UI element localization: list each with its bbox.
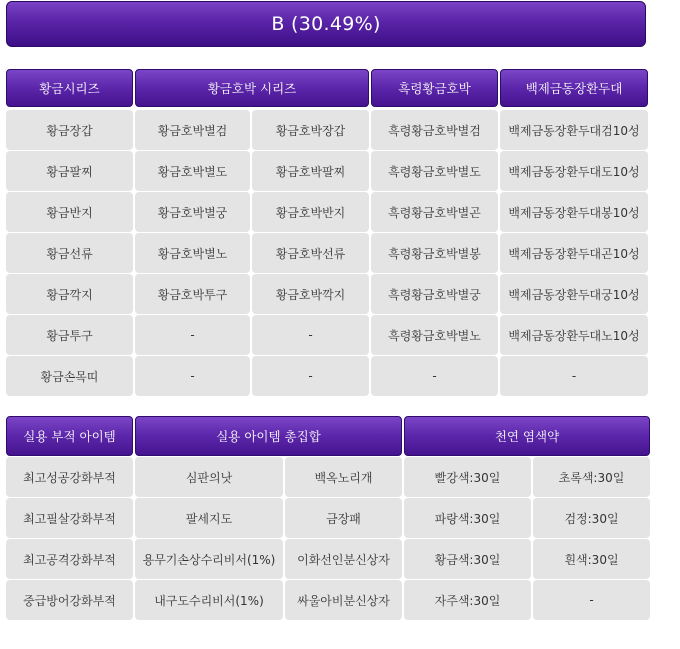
table-cell: 팔세지도 [135, 498, 283, 538]
table-cell: 싸울아비분신상자 [285, 580, 402, 620]
table-cell: - [371, 356, 498, 396]
table-cell: 초록색:30일 [533, 457, 650, 497]
table-cell: - [533, 580, 650, 620]
table-cell: 자주색:30일 [404, 580, 531, 620]
table-cell: 황금호박깍지 [252, 274, 369, 314]
table-cell: 백제금동장환두대궁10성 [500, 274, 648, 314]
table-cell: 백제금동장환두대도10성 [500, 151, 648, 191]
table-cell: - [252, 315, 369, 355]
header-gold-series: 황금시리즈 [6, 69, 133, 107]
table-cell: 검정:30일 [533, 498, 650, 538]
table-cell: 황금팔찌 [6, 151, 133, 191]
table-cell: 흰색:30일 [533, 539, 650, 579]
table-cell: 흑령황금호박별검 [371, 110, 498, 150]
table-cell: 심판의낫 [135, 457, 283, 497]
table-cell: 황금호박장갑 [252, 110, 369, 150]
header-utility-charms: 실용 부적 아이템 [6, 416, 133, 456]
table-cell: 황금호박별노 [135, 233, 250, 273]
table-cell: 용무기손상수리비서(1%) [135, 539, 283, 579]
table-cell: 백제금동장환두대검10성 [500, 110, 648, 150]
utility-items-table [6, 416, 650, 620]
header-gold-pumpkin-series: 황금호박 시리즈 [135, 69, 369, 107]
table-cell: 황금반지 [6, 192, 133, 232]
table-cell: - [135, 356, 250, 396]
header-utility-items: 실용 아이템 총집합 [135, 416, 402, 456]
table-cell: 황금손목띠 [6, 356, 133, 396]
table-cell: - [252, 356, 369, 396]
table-cell: 황금장갑 [6, 110, 133, 150]
table-cell: 흑령황금호박별궁 [371, 274, 498, 314]
header-natural-dye: 천연 염색약 [404, 416, 650, 456]
header-baekje-sword: 백제금동장환두대 [500, 69, 648, 107]
table-cell: 백옥노리개 [285, 457, 402, 497]
table-cell: - [500, 356, 648, 396]
table-cell: 황금호박선류 [252, 233, 369, 273]
table-cell: 금장패 [285, 498, 402, 538]
table-cell: 최고필살강화부적 [6, 498, 133, 538]
table-cell: 황금호박반지 [252, 192, 369, 232]
table-cell: 황금호박별궁 [135, 192, 250, 232]
table-cell: 중급방어강화부적 [6, 580, 133, 620]
table-cell: 황금호박팔찌 [252, 151, 369, 191]
table-cell: 황금색:30일 [404, 539, 531, 579]
header-black-gold-pumpkin: 흑령황금호박 [371, 69, 498, 107]
table-cell: - [135, 315, 250, 355]
table-cell: 황금선류 [6, 233, 133, 273]
table-cell: 황금호박별검 [135, 110, 250, 150]
table-cell: 빨강색:30일 [404, 457, 531, 497]
table-cell: 최고공격강화부적 [6, 539, 133, 579]
table-cell: 흑령황금호박별곤 [371, 192, 498, 232]
table-cell: 파랑색:30일 [404, 498, 531, 538]
table-cell: 백제금동장환두대봉10성 [500, 192, 648, 232]
gold-series-table [6, 69, 650, 396]
table-cell: 백제금동장환두대곤10성 [500, 233, 648, 273]
table-cell: 최고성공강화부적 [6, 457, 133, 497]
table-cell: 흑령황금호박별노 [371, 315, 498, 355]
table-cell: 흑령황금호박별봉 [371, 233, 498, 273]
grade-banner: B (30.49%) [6, 1, 646, 47]
table-cell: 백제금동장환두대노10성 [500, 315, 648, 355]
table-cell: 황금호박투구 [135, 274, 250, 314]
table-cell: 황금호박별도 [135, 151, 250, 191]
table-cell: 흑령황금호박별도 [371, 151, 498, 191]
table-cell: 내구도수리비서(1%) [135, 580, 283, 620]
table-cell: 황금깍지 [6, 274, 133, 314]
table-cell: 이화선인분신상자 [285, 539, 402, 579]
table-cell: 황금투구 [6, 315, 133, 355]
